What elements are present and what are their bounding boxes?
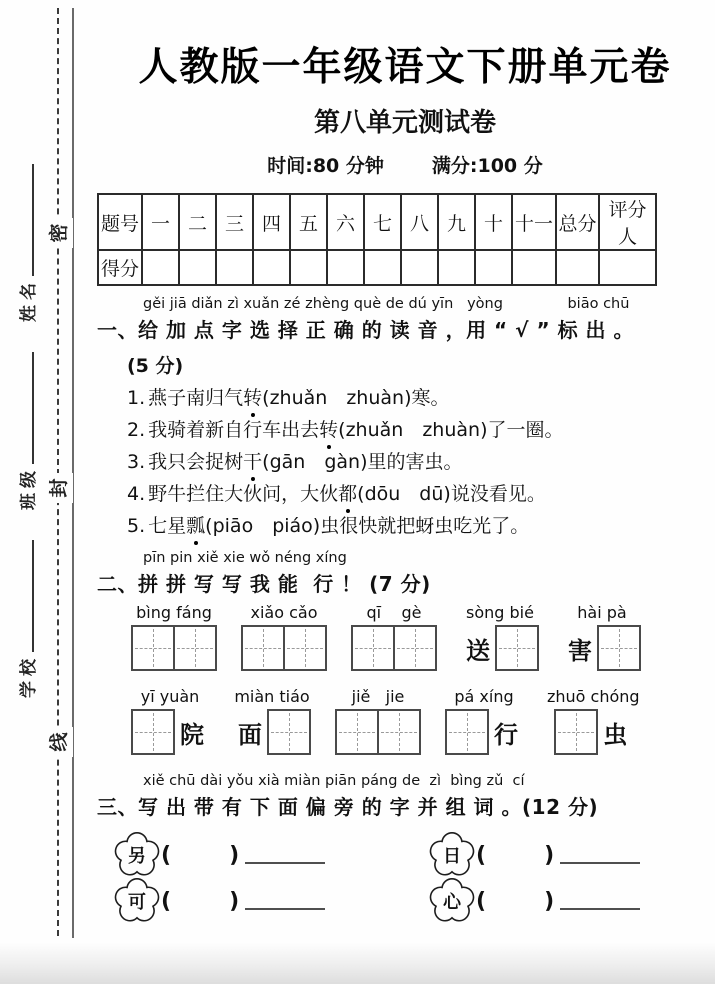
score-entry-cell	[290, 250, 327, 285]
score-entry-cell	[438, 250, 475, 285]
item-text-pre: 野牛拦住大伙问，大伙	[148, 483, 339, 505]
student-name-field	[14, 164, 39, 322]
flower-outline-icon	[113, 877, 161, 925]
score-table-question-cell: 九	[438, 194, 475, 250]
score-table-question-cell: 七	[364, 194, 401, 250]
answer-paren-open: (	[161, 888, 172, 914]
answer-paren-open: (	[476, 842, 487, 868]
item-text-post: 里的害虫。	[367, 451, 463, 473]
student-class-field	[14, 352, 39, 510]
given-character: 行	[494, 720, 518, 749]
item-text-pre: 我骑着新自行车出去	[148, 419, 320, 441]
radical-character: 心	[443, 892, 461, 913]
word-row-1	[131, 603, 713, 671]
writing-box	[554, 709, 598, 755]
score-table-header-row	[98, 194, 656, 250]
given-character: 害	[568, 636, 592, 665]
item-number: 2.	[127, 419, 146, 441]
score-table-question-cell: 一	[142, 194, 179, 250]
word-pinyin: sòng bié	[466, 603, 534, 622]
score-entry-cell	[401, 250, 438, 285]
answer-paren-open: (	[161, 842, 172, 868]
section-3	[97, 773, 713, 924]
main-content	[97, 36, 713, 924]
writing-box	[445, 709, 489, 755]
item-text-pre: 我只会捉树	[148, 451, 244, 473]
student-name-label: 姓名	[19, 278, 39, 322]
seal-char-1: 密	[45, 218, 73, 248]
score-table-question-cell: 十一	[512, 194, 556, 250]
emphasized-char: 转	[319, 419, 339, 441]
writing-box	[283, 625, 327, 671]
question1-item-3	[127, 451, 713, 474]
score-entry-cell	[179, 250, 216, 285]
item-number: 1.	[127, 387, 146, 409]
score-table	[97, 193, 657, 286]
section1-items	[97, 387, 713, 538]
score-table-question-cell: 四	[253, 194, 290, 250]
seal-char-2: 封	[45, 473, 73, 503]
writing-box	[377, 709, 421, 755]
score-table-question-cell: 二	[179, 194, 216, 250]
section3-pinyin: xiě chū dài yǒu xià miàn piān páng de zì bìng zǔ cí	[143, 773, 525, 789]
word-boxes	[563, 625, 641, 671]
answer-paren-close: )	[544, 888, 555, 914]
question1-item-2	[127, 419, 713, 442]
score-table-question-cell: 评分人	[599, 194, 656, 250]
score-table-question-cell: 六	[327, 194, 364, 250]
answer-blank-line	[560, 846, 640, 864]
section2-word-rows	[97, 603, 713, 755]
given-character: 院	[180, 720, 204, 749]
scan-bottom-shadow	[0, 942, 715, 984]
section-2	[97, 550, 713, 755]
given-character: 面	[238, 720, 262, 749]
answer-paren-close: )	[229, 842, 240, 868]
score-entry-cell	[512, 250, 556, 285]
word-group	[335, 687, 421, 755]
score-entry-cell	[142, 250, 179, 285]
answer-blank-line	[245, 892, 325, 910]
word-group	[241, 603, 327, 671]
word-group	[131, 687, 209, 755]
answer-blank-line	[560, 892, 640, 910]
writing-box	[351, 625, 395, 671]
word-boxes	[351, 625, 437, 671]
score-entry-cell	[475, 250, 512, 285]
word-group	[131, 603, 217, 671]
section2-pinyin: pīn pin xiě xie wǒ néng xíng	[143, 550, 347, 566]
score-row-label-cell: 得分	[98, 250, 142, 285]
word-group	[233, 687, 311, 755]
item-number: 4.	[127, 483, 146, 505]
item-text-post: 说没看见。	[450, 483, 546, 505]
score-entry-cell	[216, 250, 253, 285]
pinyin-options: (dōu dū)	[357, 483, 451, 505]
seal-dashed-line	[57, 8, 59, 936]
given-character: 送	[466, 636, 490, 665]
writing-box	[131, 709, 175, 755]
word-pinyin: hài pà	[577, 603, 627, 622]
emphasized-char: 瓢	[186, 515, 206, 537]
word-group	[461, 603, 539, 671]
score-table-question-cell: 五	[290, 194, 327, 250]
pinyin-options: (piāo piáo)	[205, 515, 321, 537]
pinyin-options: (zhuǎn zhuàn)	[338, 419, 488, 441]
question1-item-1	[127, 387, 713, 410]
flower-outline-icon	[428, 877, 476, 925]
word-boxes	[131, 709, 209, 755]
writing-box	[241, 625, 285, 671]
score-table-question-cell: 八	[401, 194, 438, 250]
item-number: 5.	[127, 515, 146, 537]
word-pinyin: yī yuàn	[140, 687, 200, 706]
student-school-label: 学校	[19, 654, 39, 698]
section3-radical-items	[113, 832, 713, 924]
radical-item-2	[428, 832, 713, 878]
writing-box	[131, 625, 175, 671]
word-row-2	[131, 687, 713, 755]
student-name-blank	[17, 164, 34, 276]
score-entry-cell	[599, 250, 656, 285]
word-boxes	[131, 625, 217, 671]
word-group	[563, 603, 641, 671]
writing-box	[495, 625, 539, 671]
radical-item-3	[113, 878, 428, 924]
student-class-blank	[17, 352, 34, 464]
section1-pinyin: gěi jiā diǎn zì xuǎn zé zhèng què de dú yīn yòng biāo chū	[143, 296, 630, 312]
answer-paren-open: (	[476, 888, 487, 914]
exam-info-line	[97, 151, 713, 178]
word-boxes	[335, 709, 421, 755]
score-entry-cell	[327, 250, 364, 285]
page-subtitle: 第八单元测试卷	[313, 108, 496, 138]
pinyin-options: (gān gàn)	[262, 451, 368, 473]
section-1	[97, 296, 713, 538]
item-text-post: 了一圈。	[487, 419, 564, 441]
seal-char-3: 线	[45, 727, 73, 757]
answer-paren-close: )	[229, 888, 240, 914]
section1-points: (5 分)	[127, 355, 184, 377]
writing-box	[267, 709, 311, 755]
score-table-question-cell: 总分	[556, 194, 599, 250]
word-pinyin: zhuō chóng	[547, 687, 640, 706]
word-pinyin: xiǎo cǎo	[250, 603, 318, 622]
score-table-question-cell: 十	[475, 194, 512, 250]
time-limit-label: 时间:80 分钟	[267, 155, 384, 177]
given-character: 虫	[603, 720, 628, 749]
writing-box	[393, 625, 437, 671]
word-pinyin: qī gè	[366, 603, 422, 622]
score-entry-cell	[364, 250, 401, 285]
item-text-post: 寒。	[411, 387, 450, 409]
page-title: 人教版一年级语文下册单元卷	[138, 45, 672, 90]
emphasized-char: 都	[338, 483, 358, 505]
item-text-post: 虫很快就把蚜虫吃光了。	[320, 515, 530, 537]
score-entry-cell	[556, 250, 599, 285]
word-boxes	[461, 625, 539, 671]
full-score-label: 满分:100 分	[431, 155, 543, 177]
radical-item-4	[428, 878, 713, 924]
section2-title: 二、拼 拼 写 写 我 能 行 ！ (7 分)	[97, 572, 431, 596]
radical-character: 可	[128, 892, 146, 913]
word-pinyin: miàn tiáo	[234, 687, 310, 706]
word-boxes	[445, 709, 523, 755]
student-school-blank	[17, 540, 34, 652]
word-group	[547, 687, 640, 755]
score-table-label-cell: 题号	[98, 194, 142, 250]
answer-blank-line	[245, 846, 325, 864]
pinyin-options: (zhuǎn zhuàn)	[262, 387, 412, 409]
student-school-field	[14, 540, 39, 698]
radical-character: 另	[128, 846, 146, 867]
word-pinyin: pá xíng	[454, 687, 514, 706]
student-class-label: 班级	[19, 466, 39, 510]
question1-item-4	[127, 483, 713, 506]
score-entry-cell	[253, 250, 290, 285]
emphasized-char: 干	[243, 451, 263, 473]
score-table-score-row	[98, 250, 656, 285]
flower-outline-icon	[428, 831, 476, 879]
word-group	[445, 687, 523, 755]
question1-item-5	[127, 515, 713, 538]
radical-item-1	[113, 832, 428, 878]
emphasized-char: 转	[243, 387, 263, 409]
flower-outline-icon	[113, 831, 161, 879]
word-pinyin: bìng fáng	[136, 603, 212, 622]
word-group	[351, 603, 437, 671]
item-number: 3.	[127, 451, 146, 473]
section1-title: 一、给 加 点 字 选 择 正 确 的 读 音 ，用 “ √ ” 标 出 。	[97, 318, 634, 342]
writing-box	[173, 625, 217, 671]
writing-box	[335, 709, 379, 755]
score-table-question-cell: 三	[216, 194, 253, 250]
radical-character: 日	[443, 846, 461, 867]
word-boxes	[241, 625, 327, 671]
word-pinyin: jiě jie	[351, 687, 405, 706]
item-text-pre: 燕子南归气	[148, 387, 244, 409]
item-text-pre: 七星	[148, 515, 187, 537]
writing-box	[597, 625, 641, 671]
section3-title: 三、写 出 带 有 下 面 偏 旁 的 字 并 组 词 。(12 分)	[97, 795, 599, 819]
word-boxes	[233, 709, 311, 755]
word-boxes	[554, 709, 632, 755]
answer-paren-close: )	[544, 842, 555, 868]
